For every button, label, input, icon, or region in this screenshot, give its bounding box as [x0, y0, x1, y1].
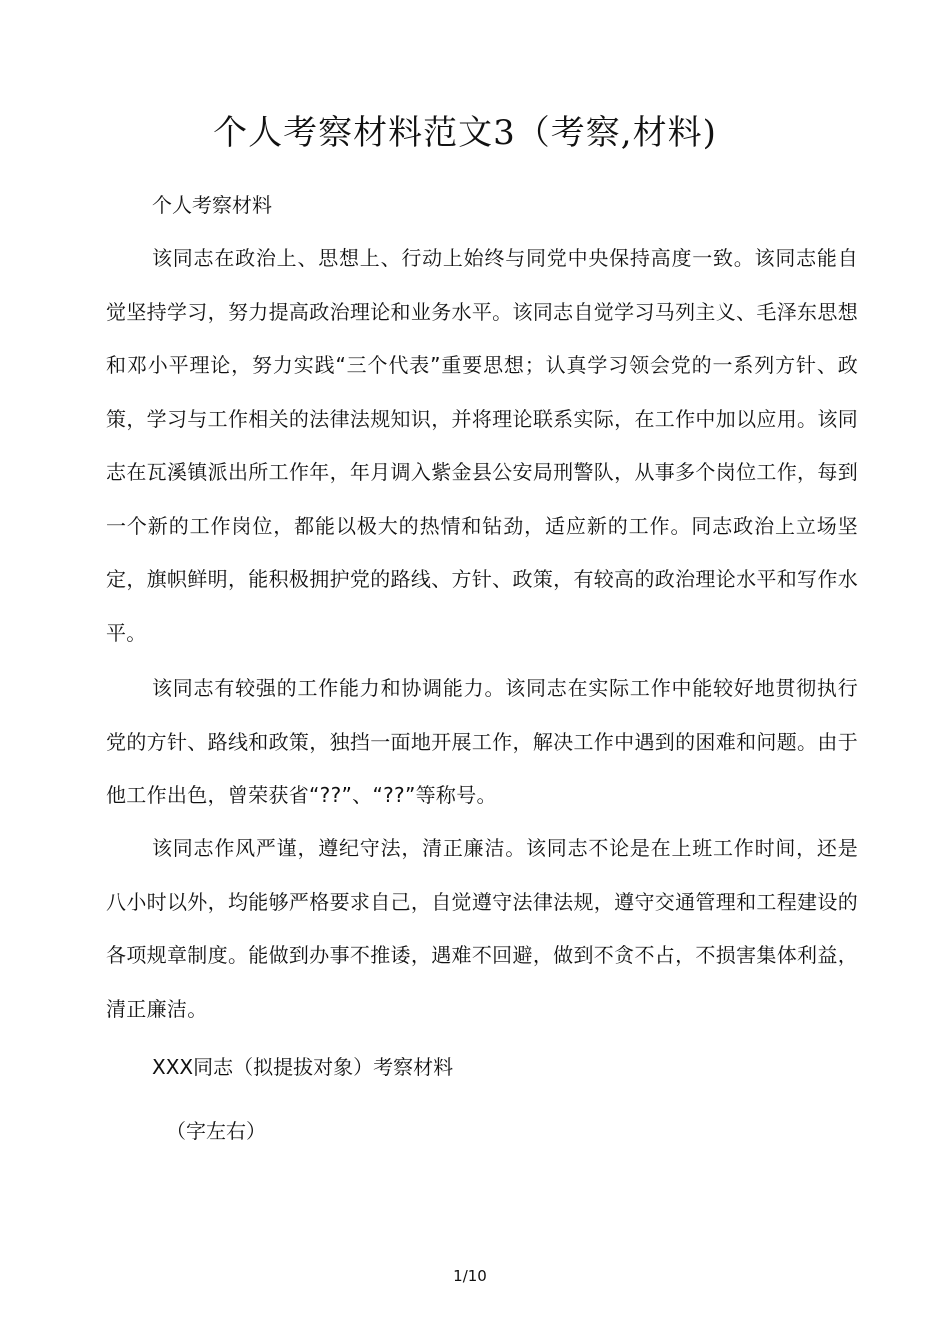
paragraph-political: 该同志在政治上、思想上、行动上始终与同党中央保持高度一致。该同志能自觉坚持学习，努力提高政治理论和业务水平。该同志自觉学习马列主义、毛泽东思想和邓小平理论，努力实践“三个代表”重要思想；认真学习领会党的一系列方针、政策，学习与工作相关的法律法规知识，并将理论联系实际，在工作中加以应用。该同志在瓦溪镇派出所工作年，年月调入紫金县公安局刑警队，从事多个岗位工作，每到一个新的工作岗位，都能以极大的热情和钻劲，适应新的工作。同志政治上立场坚定，旗帜鲜明，能积极拥护党的路线、方针、政策，有较高的政治理论水平和写作水平。: [106, 246, 858, 645]
document-subheading: 个人考察材料: [152, 193, 272, 217]
page-number: 1/10: [453, 1267, 487, 1285]
document-title: 个人考察材料范文3（考察,材料): [213, 113, 717, 153]
paragraph-ability: 该同志有较强的工作能力和协调能力。该同志在实际工作中能较好地贯彻执行党的方针、路线和政策，独挡一面地开展工作，解决工作中遇到的困难和问题。由于他工作出色，曾荣获省“??”、“??”等称号。: [106, 676, 858, 807]
word-count-note: （字左右）: [166, 1119, 266, 1143]
section-heading: XXX同志（拟提拔对象）考察材料: [152, 1055, 454, 1079]
paragraph-conduct: 该同志作风严谨，遵纪守法，清正廉洁。该同志不论是在上班工作时间，还是八小时以外，均能够严格要求自己，自觉遵守法律法规，遵守交通管理和工程建设的各项规章制度。能做到办事不推诿，遇难不回避，做到不贪不占，不损害集体利益，清正廉洁。: [106, 836, 858, 1021]
